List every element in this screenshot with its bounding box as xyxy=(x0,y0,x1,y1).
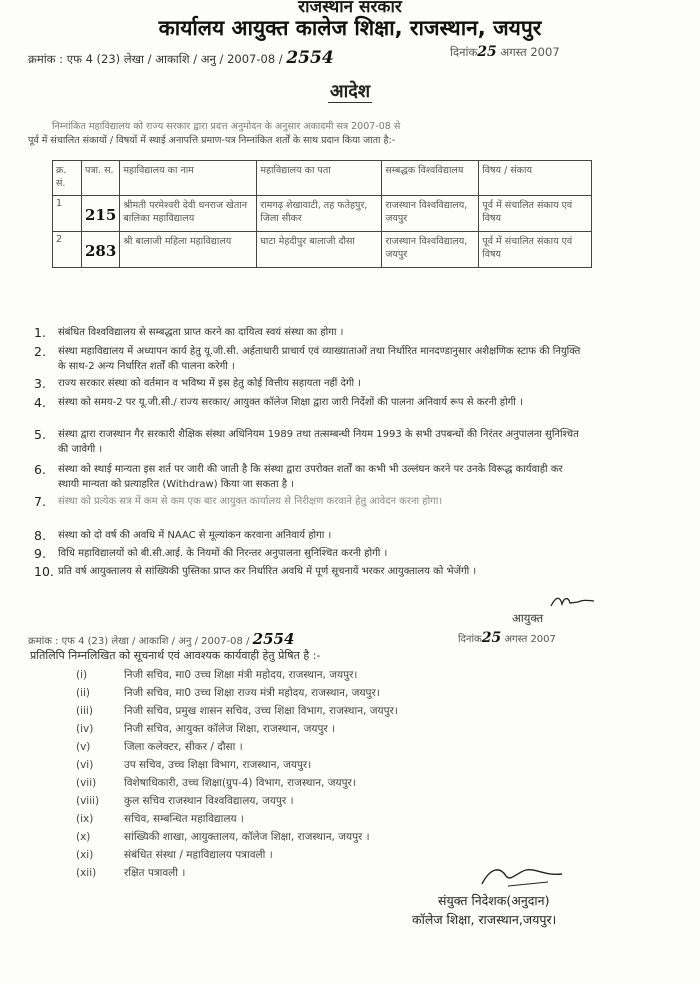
condition-number: 2. xyxy=(34,344,46,359)
item-text: सांख्यिकी शाखा, आयुक्तालय, कॉलेज शिक्षा, राजस्थान, जयपुर । xyxy=(124,831,370,843)
item-text: निजी सचिव, मा0 उच्च शिक्षा मंत्री महोदय, राजस्थान, जयपुर। xyxy=(124,669,358,681)
file-number: 215 xyxy=(85,206,117,224)
condition-item xyxy=(34,427,594,459)
copy-intro: प्रतिलिपि निम्नलिखित को सूचनार्थ एवं आवश्यक कार्यवाही हेतु प्रेषित है :- xyxy=(30,649,321,662)
copy-list-item xyxy=(76,776,356,790)
item-text: विशेषाधिकारी, उच्च शिक्षा(ग्रुप-4) विभाग, राजस्थान, जयपुर। xyxy=(124,777,356,789)
table-row xyxy=(53,232,592,268)
col-name: महाविद्यालय का नाम xyxy=(120,161,257,196)
commissioner-title: आयुक्त xyxy=(512,611,544,625)
order-title-text: आदेश xyxy=(329,81,371,102)
copy-list-item xyxy=(76,794,294,808)
item-text: निजी सचिव, मा0 उच्च शिक्षा राज्य मंत्री महोदय, राजस्थान, जयपुर। xyxy=(124,687,380,699)
condition-text: संस्था को प्रत्येक सत्र में कम से कम एक बार आयुक्त कार्यालय से निरीक्षण करवाने हेतु आवेदन करना होगा। xyxy=(58,496,443,507)
reference-prefix: क्रमांक : एफ 4 (23) लेखा / आकाशि / अनु / 2007-08 / xyxy=(28,52,283,66)
office-heading: कार्यालय आयुक्त कालेज शिक्षा, राजस्थान, जयपुर xyxy=(158,16,542,40)
col-sno: क्र. सं. xyxy=(53,161,82,196)
copy-list-item xyxy=(76,848,273,862)
condition-text: विधि महाविद्यालयों को बी.सी.आई. के नियमों की निरन्तर अनुपालना सुनिश्चित करनी होगी । xyxy=(58,548,388,559)
intro-line-2: पूर्व में संचालित संकायों / विषयों में स्थाई अनापत्ति प्रमाण-पत्र निम्नांकित शर्तों के साथ प्रदान किया जाता है:- xyxy=(28,135,396,146)
joint-director-address: कॉलेज शिक्षा, राजस्थान,जयपुर। xyxy=(412,912,557,927)
item-text: निजी सचिव, प्रमुख शासन सचिव, उच्च शिक्षा विभाग, राजस्थान, जयपुर। xyxy=(124,705,398,717)
cell-address: रामगढ़ शेखावाटी, तह फतेहपुर, जिला सीकर xyxy=(257,196,382,232)
reference-line xyxy=(28,48,334,68)
table-header-row xyxy=(53,161,592,196)
item-roman: (ix) xyxy=(76,813,94,825)
condition-text: संस्था को समय-2 पर यू.जी.सी./ राज्य सरकार/ आयुक्त कॉलेज शिक्षा द्वारा जारी निर्देशों की पालना अनिवार्य रूप से करनी होगी । xyxy=(58,397,523,408)
copy-list-item xyxy=(76,722,335,736)
date-rest: अगस्त 2007 xyxy=(500,45,560,59)
cell-sno: 2 xyxy=(53,232,82,268)
govt-heading: राजस्थान सरकार xyxy=(298,0,402,17)
condition-number: 10. xyxy=(34,564,54,579)
copy-list-item xyxy=(76,830,370,844)
copy-reference-line xyxy=(28,630,294,648)
item-text: निजी सचिव, आयुक्त कॉलेज शिक्षा, राजस्थान, जयपुर । xyxy=(124,723,336,735)
condition-number: 8. xyxy=(34,528,46,543)
date-prefix: दिनांक xyxy=(450,45,478,59)
condition-item xyxy=(34,325,594,341)
cell-subject: पूर्व में संचालित संकाय एवं विषय xyxy=(479,196,592,232)
copy-list-item xyxy=(76,686,380,700)
item-text: रक्षित पत्रावली । xyxy=(124,867,186,879)
intro-line-1: निम्नांकित महाविद्यालय को राज्य सरकार द्वारा प्रदत्त अनुमोदन के अनुसार अकादमी सत्र 2007-08 से xyxy=(52,121,401,132)
college-table xyxy=(52,160,592,268)
cell-name: श्रीमती परमेश्वरी देवी धनराज खेतान बालिका महाविद्यालय xyxy=(120,196,257,232)
condition-item xyxy=(34,546,594,562)
item-roman: (vii) xyxy=(76,777,97,789)
copy-date-prefix: दिनांक xyxy=(458,634,482,645)
condition-text: संस्था द्वारा राजस्थान गैर सरकारी शैक्षिक संस्था अधिनियम 1989 तथा तत्सम्बन्धी नियम 1993 के सभी उपबन्धों की निरंतर अनुपालना सुनिश्चित की जावेगी । xyxy=(58,429,579,455)
copy-list-item xyxy=(76,740,243,754)
copy-list-item xyxy=(76,668,357,682)
copy-list-item xyxy=(76,758,311,772)
condition-number: 1. xyxy=(34,325,46,340)
item-roman: (xii) xyxy=(76,867,97,879)
joint-director-title: संयुक्त निदेशक(अनुदान) xyxy=(438,893,550,908)
condition-text: राज्य सरकार संस्था को वर्तमान व भविष्य में इस हेतु कोई वित्तीय सहायता नहीं देगी । xyxy=(58,378,362,389)
date-day: 25 xyxy=(477,44,497,60)
col-university: सम्बद्धक विश्वविद्यालय xyxy=(382,161,479,196)
item-text: उप सचिव, उच्च शिक्षा विभाग, राजस्थान, जयपुर। xyxy=(124,759,312,771)
item-roman: (v) xyxy=(76,741,91,753)
item-roman: (iv) xyxy=(76,723,94,735)
issue-date xyxy=(450,44,560,60)
item-roman: (viii) xyxy=(76,795,100,807)
commissioner-signature xyxy=(548,592,598,612)
reference-number: 2554 xyxy=(286,48,334,68)
condition-item xyxy=(34,395,594,427)
condition-text: संस्था महाविद्यालय में अध्यापन कार्य हेतु यू.जी.सी. अर्हताधारी प्राचार्य एवं व्याख्याताओं तथा निर्धारित मानदण्डानुसार अशैक्षणिक स्टाफ की नियुक्ति के साथ-2 अन्य निर्धारित शर्तों की पालना करेगी । xyxy=(58,346,581,372)
item-text: जिला कलेक्टर, सीकर / दौसा । xyxy=(124,741,243,753)
condition-item xyxy=(34,376,594,392)
item-roman: (ii) xyxy=(76,687,91,699)
condition-number: 6. xyxy=(34,462,46,477)
copy-reference-prefix: क्रमांक : एफ 4 (23) लेखा / आकाशि / अनु / 2007-08 / xyxy=(28,636,250,647)
col-subject: विषय / संकाय xyxy=(479,161,592,196)
copy-date xyxy=(458,630,556,646)
joint-director-signature xyxy=(478,862,568,892)
col-file: पत्रा. स. xyxy=(82,161,120,196)
condition-text: संबंधित विश्वविद्यालय से सम्बद्धता प्राप्त करने का दायित्व स्वयं संस्था का होगा । xyxy=(58,327,344,338)
item-text: कुल सचिव राजस्थान विश्वविद्यालय, जयपुर । xyxy=(124,795,294,807)
condition-number: 5. xyxy=(34,427,46,442)
copy-list-item xyxy=(76,866,185,880)
order-title xyxy=(0,79,700,103)
copy-date-day: 25 xyxy=(481,630,502,646)
condition-number: 9. xyxy=(34,546,46,561)
condition-item xyxy=(34,462,594,494)
col-address: महाविद्यालय का पता xyxy=(257,161,382,196)
cell-file xyxy=(82,196,120,232)
condition-text: प्रति वर्ष आयुक्तालय से सांख्यिकी पुस्तिका प्राप्त कर निर्धारित अवधि में पूर्ण सूचनायें भरकर आयुक्तालय को भेजेंगी । xyxy=(58,566,477,577)
cell-university: राजस्थान विश्वविद्यालय, जयपुर xyxy=(382,232,479,268)
cell-file xyxy=(82,232,120,268)
copy-date-rest: अगस्त 2007 xyxy=(504,634,556,645)
item-roman: (iii) xyxy=(76,705,93,717)
item-roman: (vi) xyxy=(76,759,94,771)
file-number: 283 xyxy=(85,242,117,260)
condition-item xyxy=(34,344,594,376)
item-roman: (i) xyxy=(76,669,88,681)
cell-address: घाटा मेहदीपुर बालाजी दौसा xyxy=(257,232,382,268)
condition-text: संस्था को स्थाई मान्यता इस शर्त पर जारी की जाती है कि संस्था द्वारा उपरोक्त शर्तों का कभी भी उल्लंघन करने पर उनके विरूद्ध कार्यवाही कर स्थायी मान्यता को प्रत्याहरित (Withdraw) किया जा सकता है । xyxy=(58,464,563,490)
item-roman: (xi) xyxy=(76,849,94,861)
copy-list-item xyxy=(76,704,398,718)
cell-subject: पूर्व में संचालित संकाय एवं विषय xyxy=(479,232,592,268)
condition-item xyxy=(34,528,594,544)
item-text: सचिव, सम्बन्धित महाविद्यालय । xyxy=(124,813,244,825)
condition-number: 7. xyxy=(34,494,46,509)
condition-item xyxy=(34,494,594,526)
cell-name: श्री बालाजी महिला महाविद्यालय xyxy=(120,232,257,268)
copy-reference-number: 2554 xyxy=(252,630,295,648)
condition-number: 4. xyxy=(34,395,46,410)
cell-sno: 1 xyxy=(53,196,82,232)
item-roman: (x) xyxy=(76,831,91,843)
table-row xyxy=(53,196,592,232)
condition-item xyxy=(34,564,594,596)
cell-university: राजस्थान विश्वविद्यालय, जयपुर xyxy=(382,196,479,232)
condition-number: 3. xyxy=(34,376,46,391)
item-text: संबंधित संस्था / महाविद्यालय पत्रावली । xyxy=(124,849,273,861)
copy-list-item xyxy=(76,812,244,826)
condition-text: संस्था को दो वर्ष की अवधि में NAAC से मूल्यांकन करवाना अनिवार्य होगा । xyxy=(58,530,332,541)
